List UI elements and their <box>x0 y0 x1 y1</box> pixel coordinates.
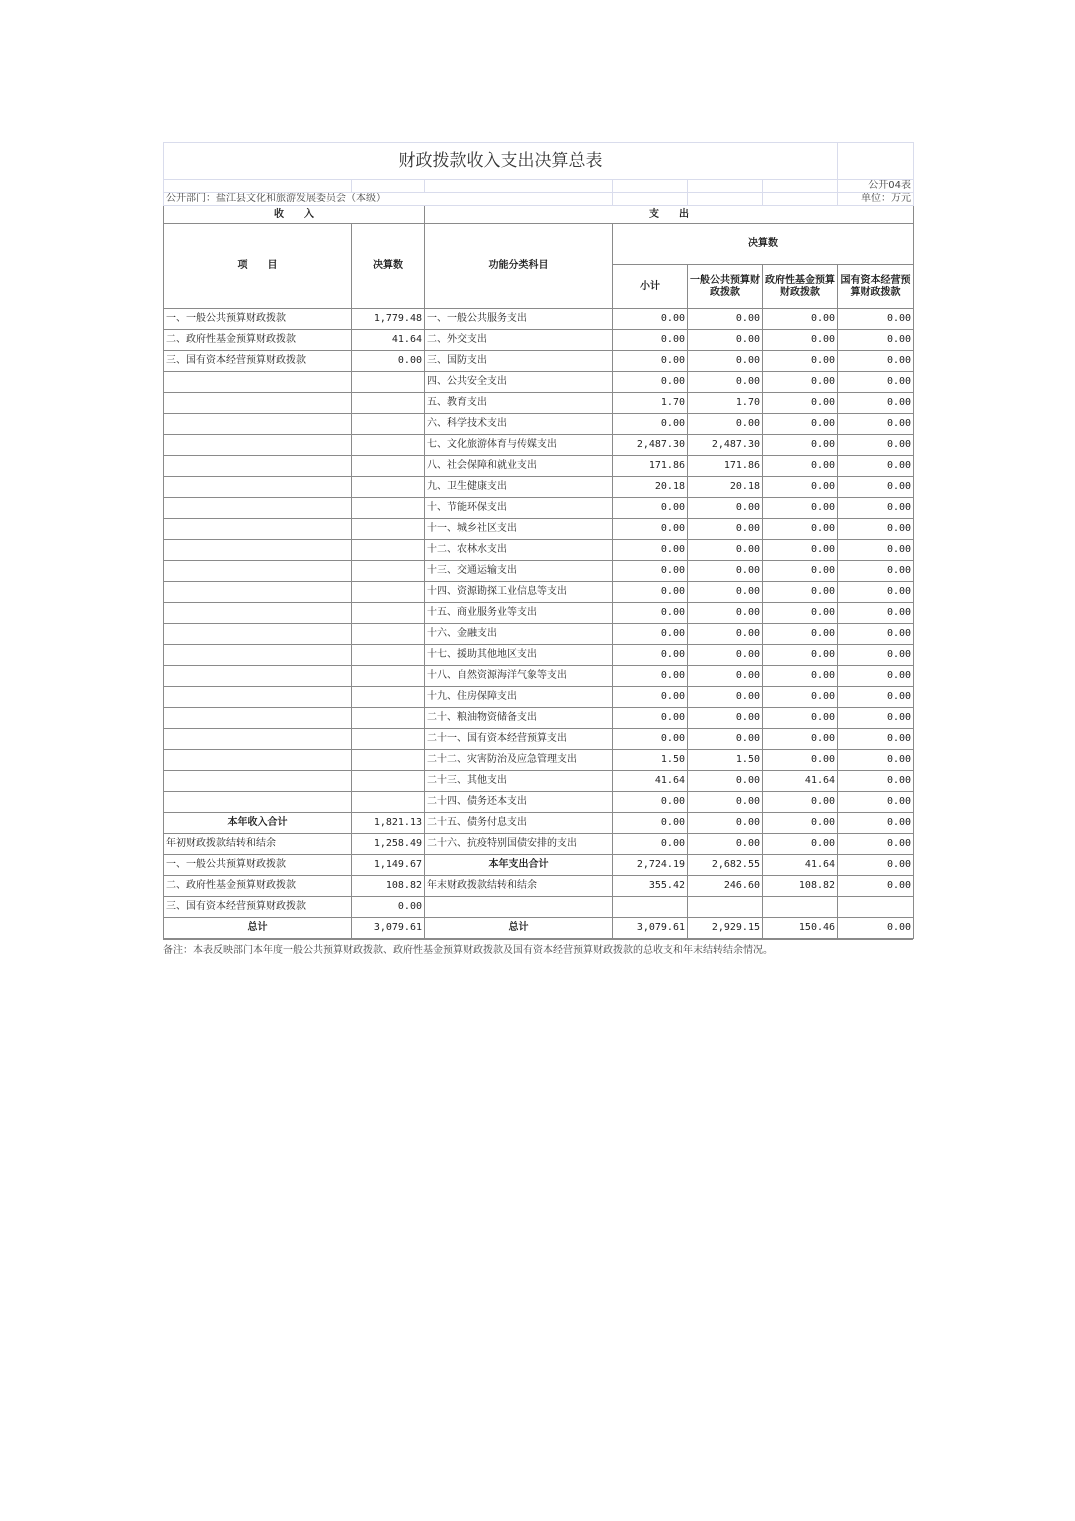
report-table <box>163 142 914 939</box>
income-item-cell: 总计 <box>164 918 352 939</box>
income-item-cell <box>164 603 352 624</box>
table-number-row <box>164 180 914 193</box>
income-item-cell <box>164 729 352 750</box>
general-budget-cell: 0.00 <box>688 666 763 687</box>
general-budget-cell: 2,929.15 <box>688 918 763 939</box>
income-amount-cell: 1,821.13 <box>352 813 425 834</box>
gov-fund-cell: 0.00 <box>763 477 838 498</box>
gov-fund-cell: 0.00 <box>763 372 838 393</box>
subtotal-cell: 41.64 <box>613 771 688 792</box>
title-row <box>164 143 914 180</box>
expense-item-cell: 十三、交通运输支出 <box>425 561 613 582</box>
income-amount-cell: 1,779.48 <box>352 309 425 330</box>
income-item-cell: 一、一般公共预算财政拨款 <box>164 309 352 330</box>
gov-fund-cell: 0.00 <box>763 540 838 561</box>
expense-item-cell: 二十二、灾害防治及应急管理支出 <box>425 750 613 771</box>
income-amount-cell <box>352 771 425 792</box>
subtotal-cell: 0.00 <box>613 561 688 582</box>
gov-fund-cell: 0.00 <box>763 687 838 708</box>
general-budget-cell: 0.00 <box>688 309 763 330</box>
income-item-cell <box>164 519 352 540</box>
gov-fund-cell: 0.00 <box>763 561 838 582</box>
income-amount-cell <box>352 477 425 498</box>
expense-item-cell: 二十三、其他支出 <box>425 771 613 792</box>
income-amount-cell <box>352 561 425 582</box>
income-item-cell <box>164 435 352 456</box>
table-row <box>164 519 914 540</box>
table-row <box>164 855 914 876</box>
gov-fund-cell: 0.00 <box>763 729 838 750</box>
subtotal-cell: 20.18 <box>613 477 688 498</box>
general-budget-cell <box>688 897 763 918</box>
gov-fund-cell: 0.00 <box>763 645 838 666</box>
subtotal-cell <box>613 897 688 918</box>
soe-budget-cell: 0.00 <box>838 876 914 897</box>
table-row <box>164 687 914 708</box>
general-budget-cell: 0.00 <box>688 792 763 813</box>
soe-budget-cell: 0.00 <box>838 645 914 666</box>
income-amount-cell: 0.00 <box>352 351 425 372</box>
table-row <box>164 708 914 729</box>
expense-item-cell: 七、文化旅游体育与传媒支出 <box>425 435 613 456</box>
expense-header: 支 出 <box>425 206 914 224</box>
subtotal-cell: 3,079.61 <box>613 918 688 939</box>
subtotal-cell: 0.00 <box>613 708 688 729</box>
gov-fund-cell: 108.82 <box>763 876 838 897</box>
gov-fund-cell: 0.00 <box>763 834 838 855</box>
table-row <box>164 498 914 519</box>
expense-item-cell: 四、公共安全支出 <box>425 372 613 393</box>
subtotal-cell: 355.42 <box>613 876 688 897</box>
report-sheet <box>163 142 913 956</box>
subtotal-cell: 0.00 <box>613 645 688 666</box>
expense-item-cell: 十五、商业服务业等支出 <box>425 603 613 624</box>
expense-item-cell: 总计 <box>425 918 613 939</box>
income-amount-cell <box>352 519 425 540</box>
gov-fund-cell: 0.00 <box>763 393 838 414</box>
subtotal-cell: 0.00 <box>613 666 688 687</box>
table-row <box>164 435 914 456</box>
soe-budget-cell: 0.00 <box>838 561 914 582</box>
footnote: 备注：本表反映部门本年度一般公共预算财政拨款、政府性基金预算财政拨款及国有资本经营预算财政拨款的总收支和年末结转结余情况。 <box>163 939 913 956</box>
header-row-1 <box>164 206 914 224</box>
table-row <box>164 666 914 687</box>
soe-budget-cell: 0.00 <box>838 603 914 624</box>
income-item-cell <box>164 498 352 519</box>
general-budget-cell: 246.60 <box>688 876 763 897</box>
income-amount-cell <box>352 414 425 435</box>
function-header: 功能分类科目 <box>425 224 613 309</box>
general-budget-cell: 2,682.55 <box>688 855 763 876</box>
gov-fund-cell: 0.00 <box>763 519 838 540</box>
income-item-cell <box>164 666 352 687</box>
table-row <box>164 393 914 414</box>
soe-budget-cell: 0.00 <box>838 414 914 435</box>
general-budget-cell: 0.00 <box>688 498 763 519</box>
income-amount-cell <box>352 435 425 456</box>
report-title: 财政拨款收入支出决算总表 <box>164 143 838 180</box>
income-amount-cell <box>352 372 425 393</box>
general-budget-cell: 0.00 <box>688 603 763 624</box>
soe-budget-cell: 0.00 <box>838 477 914 498</box>
general-budget-header: 一般公共预算财政拨款 <box>688 265 763 309</box>
income-item-cell: 三、国有资本经营预算财政拨款 <box>164 351 352 372</box>
expense-item-cell: 二、外交支出 <box>425 330 613 351</box>
soe-budget-cell: 0.00 <box>838 708 914 729</box>
unit-label: 单位：万元 <box>838 193 914 206</box>
subtotal-cell: 0.00 <box>613 351 688 372</box>
table-row <box>164 813 914 834</box>
income-item-cell <box>164 750 352 771</box>
gov-fund-cell: 0.00 <box>763 666 838 687</box>
table-row <box>164 750 914 771</box>
expense-item-cell: 十一、城乡社区支出 <box>425 519 613 540</box>
general-budget-cell: 0.00 <box>688 687 763 708</box>
table-row <box>164 351 914 372</box>
income-item-cell <box>164 582 352 603</box>
income-item-cell: 本年收入合计 <box>164 813 352 834</box>
soe-budget-cell: 0.00 <box>838 666 914 687</box>
income-item-cell: 二、政府性基金预算财政拨款 <box>164 876 352 897</box>
expense-item-cell: 三、国防支出 <box>425 351 613 372</box>
department-row <box>164 193 914 206</box>
income-amount-cell <box>352 750 425 771</box>
subtotal-cell: 0.00 <box>613 498 688 519</box>
gov-fund-cell: 0.00 <box>763 624 838 645</box>
table-row <box>164 603 914 624</box>
expense-item-cell: 二十、粮油物资储备支出 <box>425 708 613 729</box>
income-item-cell <box>164 561 352 582</box>
income-item-cell: 二、政府性基金预算财政拨款 <box>164 330 352 351</box>
table-row <box>164 540 914 561</box>
gov-fund-cell: 0.00 <box>763 435 838 456</box>
general-budget-cell: 0.00 <box>688 729 763 750</box>
income-header: 收 入 <box>164 206 425 224</box>
expense-item-cell: 十九、住房保障支出 <box>425 687 613 708</box>
table-row <box>164 918 914 939</box>
department-label: 公开部门：盐江县文化和旅游发展委员会（本级） <box>164 193 613 206</box>
general-budget-cell: 171.86 <box>688 456 763 477</box>
income-amount-cell: 1,258.49 <box>352 834 425 855</box>
table-row <box>164 582 914 603</box>
general-budget-cell: 0.00 <box>688 330 763 351</box>
income-item-cell <box>164 708 352 729</box>
gov-fund-cell <box>763 897 838 918</box>
title-spacer-cell <box>838 143 914 180</box>
soe-budget-cell: 0.00 <box>838 687 914 708</box>
gov-fund-cell: 0.00 <box>763 498 838 519</box>
subtotal-cell: 0.00 <box>613 414 688 435</box>
subtotal-cell: 0.00 <box>613 309 688 330</box>
income-amount-cell <box>352 729 425 750</box>
income-amount-cell: 108.82 <box>352 876 425 897</box>
income-item-cell: 一、一般公共预算财政拨款 <box>164 855 352 876</box>
expense-item-cell: 十、节能环保支出 <box>425 498 613 519</box>
amount-header: 决算数 <box>352 224 425 309</box>
expense-item-cell: 二十一、国有资本经营预算支出 <box>425 729 613 750</box>
header-row-2 <box>164 224 914 265</box>
income-amount-cell <box>352 645 425 666</box>
table-row <box>164 897 914 918</box>
item-header: 项 目 <box>164 224 352 309</box>
gov-fund-cell: 150.46 <box>763 918 838 939</box>
subtotal-cell: 0.00 <box>613 792 688 813</box>
gov-fund-cell: 0.00 <box>763 603 838 624</box>
general-budget-cell: 0.00 <box>688 708 763 729</box>
income-item-cell <box>164 687 352 708</box>
subtotal-cell: 0.00 <box>613 603 688 624</box>
subtotal-cell: 0.00 <box>613 540 688 561</box>
income-item-cell: 年初财政拨款结转和结余 <box>164 834 352 855</box>
expense-item-cell: 一、一般公共服务支出 <box>425 309 613 330</box>
subtotal-cell: 171.86 <box>613 456 688 477</box>
income-item-cell: 三、国有资本经营预算财政拨款 <box>164 897 352 918</box>
subtotal-cell: 0.00 <box>613 330 688 351</box>
expense-item-cell: 十二、农林水支出 <box>425 540 613 561</box>
subtotal-cell: 0.00 <box>613 834 688 855</box>
gov-fund-cell: 0.00 <box>763 309 838 330</box>
general-budget-cell: 1.70 <box>688 393 763 414</box>
soe-budget-cell: 0.00 <box>838 582 914 603</box>
gov-fund-cell: 0.00 <box>763 708 838 729</box>
gov-fund-cell: 41.64 <box>763 855 838 876</box>
soe-budget-cell: 0.00 <box>838 498 914 519</box>
subtotal-cell: 0.00 <box>613 687 688 708</box>
table-row <box>164 477 914 498</box>
general-budget-cell: 0.00 <box>688 645 763 666</box>
soe-budget-cell <box>838 897 914 918</box>
income-item-cell <box>164 414 352 435</box>
subtotal-cell: 2,487.30 <box>613 435 688 456</box>
expense-item-cell: 十八、自然资源海洋气象等支出 <box>425 666 613 687</box>
income-amount-cell: 1,149.67 <box>352 855 425 876</box>
income-item-cell <box>164 645 352 666</box>
soe-budget-cell: 0.00 <box>838 456 914 477</box>
table-row <box>164 645 914 666</box>
general-budget-cell: 20.18 <box>688 477 763 498</box>
soe-budget-cell: 0.00 <box>838 855 914 876</box>
income-amount-cell <box>352 708 425 729</box>
table-row <box>164 309 914 330</box>
table-row <box>164 729 914 750</box>
soe-budget-cell: 0.00 <box>838 330 914 351</box>
income-amount-cell <box>352 540 425 561</box>
soe-budget-cell: 0.00 <box>838 435 914 456</box>
gov-fund-cell: 0.00 <box>763 351 838 372</box>
subtotal-cell: 0.00 <box>613 582 688 603</box>
subtotal-cell: 0.00 <box>613 813 688 834</box>
soe-budget-cell: 0.00 <box>838 834 914 855</box>
general-budget-cell: 0.00 <box>688 771 763 792</box>
gov-fund-cell: 0.00 <box>763 582 838 603</box>
income-amount-cell <box>352 456 425 477</box>
grid-body <box>164 206 914 939</box>
income-amount-cell: 41.64 <box>352 330 425 351</box>
income-amount-cell <box>352 603 425 624</box>
soe-budget-cell: 0.00 <box>838 813 914 834</box>
table-row <box>164 372 914 393</box>
expense-item-cell: 十四、资源勘探工业信息等支出 <box>425 582 613 603</box>
expense-item-cell: 五、教育支出 <box>425 393 613 414</box>
table-row <box>164 414 914 435</box>
subtotal-header: 小计 <box>613 265 688 309</box>
income-item-cell <box>164 624 352 645</box>
soe-budget-cell: 0.00 <box>838 519 914 540</box>
expense-item-cell: 二十六、抗疫特别国债安排的支出 <box>425 834 613 855</box>
income-amount-cell: 3,079.61 <box>352 918 425 939</box>
subtotal-cell: 0.00 <box>613 624 688 645</box>
expense-item-cell: 年末财政拨款结转和结余 <box>425 876 613 897</box>
income-amount-cell <box>352 582 425 603</box>
expense-item-cell: 十六、金融支出 <box>425 624 613 645</box>
expense-item-cell: 本年支出合计 <box>425 855 613 876</box>
income-item-cell <box>164 456 352 477</box>
table-number: 公开04表 <box>838 180 914 193</box>
table-row <box>164 456 914 477</box>
gov-fund-cell: 0.00 <box>763 330 838 351</box>
general-budget-cell: 0.00 <box>688 351 763 372</box>
income-amount-cell <box>352 498 425 519</box>
table-row <box>164 792 914 813</box>
income-amount-cell <box>352 666 425 687</box>
soe-budget-cell: 0.00 <box>838 792 914 813</box>
income-amount-cell: 0.00 <box>352 897 425 918</box>
expense-item-cell: 二十五、债务付息支出 <box>425 813 613 834</box>
soe-budget-cell: 0.00 <box>838 540 914 561</box>
subtotal-cell: 1.50 <box>613 750 688 771</box>
soe-budget-cell: 0.00 <box>838 351 914 372</box>
general-budget-cell: 0.00 <box>688 372 763 393</box>
table-row <box>164 834 914 855</box>
soe-budget-cell: 0.00 <box>838 729 914 750</box>
general-budget-cell: 0.00 <box>688 414 763 435</box>
subtotal-cell: 0.00 <box>613 519 688 540</box>
gov-fund-cell: 0.00 <box>763 750 838 771</box>
subtotal-cell: 2,724.19 <box>613 855 688 876</box>
general-budget-cell: 0.00 <box>688 834 763 855</box>
gov-fund-cell: 0.00 <box>763 792 838 813</box>
table-row <box>164 330 914 351</box>
income-amount-cell <box>352 624 425 645</box>
subtotal-cell: 0.00 <box>613 372 688 393</box>
soe-budget-cell: 0.00 <box>838 624 914 645</box>
soe-budget-cell: 0.00 <box>838 750 914 771</box>
general-budget-cell: 0.00 <box>688 582 763 603</box>
soe-budget-cell: 0.00 <box>838 309 914 330</box>
table-row <box>164 876 914 897</box>
soe-budget-cell: 0.00 <box>838 372 914 393</box>
income-amount-cell <box>352 792 425 813</box>
gov-fund-cell: 0.00 <box>763 813 838 834</box>
expense-item-cell: 十七、援助其他地区支出 <box>425 645 613 666</box>
general-budget-cell: 0.00 <box>688 624 763 645</box>
table-row <box>164 771 914 792</box>
budget-header: 决算数 <box>613 224 914 265</box>
income-amount-cell <box>352 687 425 708</box>
income-item-cell <box>164 792 352 813</box>
soe-budget-cell: 0.00 <box>838 771 914 792</box>
income-amount-cell <box>352 393 425 414</box>
general-budget-cell: 0.00 <box>688 561 763 582</box>
expense-item-cell: 八、社会保障和就业支出 <box>425 456 613 477</box>
expense-item-cell: 九、卫生健康支出 <box>425 477 613 498</box>
expense-item-cell <box>425 897 613 918</box>
expense-item-cell: 六、科学技术支出 <box>425 414 613 435</box>
soe-budget-cell: 0.00 <box>838 393 914 414</box>
income-item-cell <box>164 372 352 393</box>
gov-fund-header: 政府性基金预算财政拨款 <box>763 265 838 309</box>
income-item-cell <box>164 771 352 792</box>
general-budget-cell: 0.00 <box>688 813 763 834</box>
general-budget-cell: 2,487.30 <box>688 435 763 456</box>
gov-fund-cell: 41.64 <box>763 771 838 792</box>
table-row <box>164 624 914 645</box>
subtotal-cell: 1.70 <box>613 393 688 414</box>
subtotal-cell: 0.00 <box>613 729 688 750</box>
soe-budget-header: 国有资本经营预算财政拨款 <box>838 265 914 309</box>
income-item-cell <box>164 393 352 414</box>
general-budget-cell: 0.00 <box>688 519 763 540</box>
gov-fund-cell: 0.00 <box>763 456 838 477</box>
table-row <box>164 561 914 582</box>
general-budget-cell: 0.00 <box>688 540 763 561</box>
general-budget-cell: 1.50 <box>688 750 763 771</box>
expense-item-cell: 二十四、债务还本支出 <box>425 792 613 813</box>
soe-budget-cell: 0.00 <box>838 918 914 939</box>
income-item-cell <box>164 477 352 498</box>
gov-fund-cell: 0.00 <box>763 414 838 435</box>
income-item-cell <box>164 540 352 561</box>
